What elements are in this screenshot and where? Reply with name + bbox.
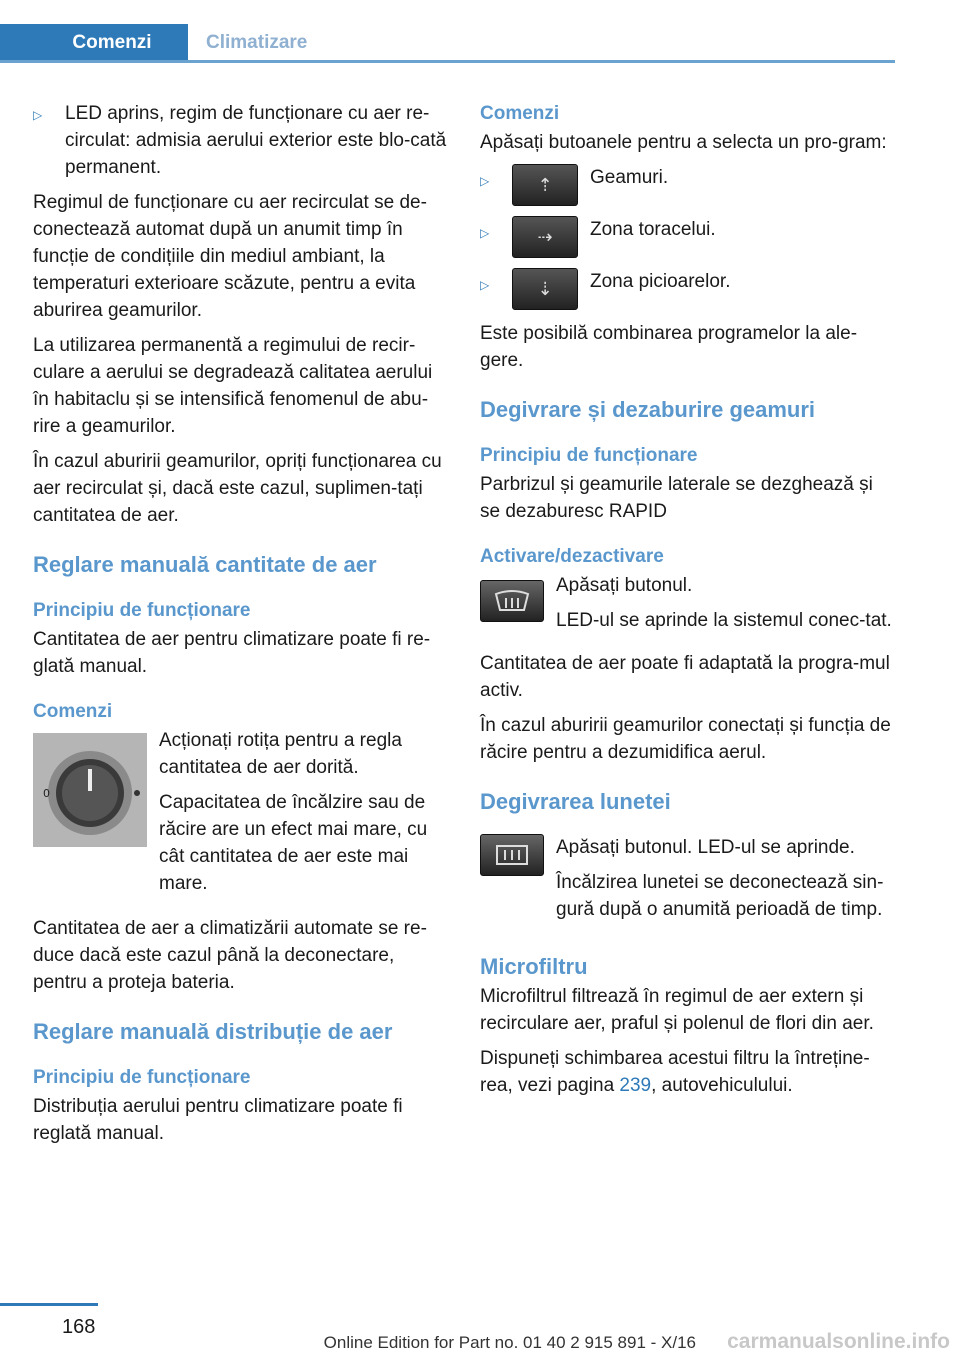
paragraph: Apăsați butoanele pentru a selecta un pro-gram: bbox=[480, 132, 887, 153]
subsection-heading: Activare/dezactivare bbox=[480, 546, 664, 567]
paragraph: Distribuția aerului pentru climatizare poate fi reglată manual. bbox=[33, 1096, 403, 1144]
footwell-program-button-icon: ⇣ bbox=[512, 268, 578, 310]
defrost-icon bbox=[492, 588, 532, 614]
subsection-heading: Principiu de funcționare bbox=[33, 1067, 251, 1088]
svg-text:0: 0 bbox=[43, 787, 50, 800]
program-label: Geamuri. bbox=[590, 167, 669, 188]
paragraph: Cantitatea de aer poate fi adaptată la progra-mul activ. bbox=[480, 653, 890, 701]
paragraph: În cazul aburirii geamurilor conectați și funcția de răcire pentru a dezumidifica aerul. bbox=[480, 715, 891, 763]
section-heading: Degivrarea lunetei bbox=[480, 789, 671, 814]
paragraph: Regimul de funcționare cu aer recirculat se de-conectează automat după un anumit timp în funcție de condițiile din mediul ambiant, la temperaturi exterioare scăzute, pentru a evita aburirea geamurilor. bbox=[33, 192, 427, 321]
paragraph: Cantitatea de aer pentru climatizare poate fi re-glată manual. bbox=[33, 629, 431, 677]
paragraph-text: Dispuneți schimbarea acestui filtru la întreține-rea, vezi pagina bbox=[480, 1048, 870, 1096]
triangle-bullet-icon: ▷ bbox=[33, 108, 43, 122]
left-column bbox=[33, 100, 451, 1155]
paragraph-text: , autovehiculului. bbox=[651, 1075, 793, 1096]
tab-climatizare[interactable]: Climatizare bbox=[206, 32, 308, 53]
rear-defrost-icon bbox=[492, 842, 532, 868]
windshield-defrost-button-icon bbox=[480, 580, 544, 622]
program-item bbox=[480, 268, 898, 310]
paragraph: LED-ul se aprinde la sistemul conec-tat. bbox=[556, 610, 892, 631]
air-quantity-knob-image bbox=[33, 733, 147, 847]
triangle-bullet-icon: ▷ bbox=[480, 278, 490, 292]
subsection-heading: Comenzi bbox=[480, 103, 560, 124]
section-heading: Reglare manuală cantitate de aer bbox=[33, 552, 377, 577]
paragraph: Capacitatea de încălzire sau de răcire are un efect mai mare, cu cât cantitatea de aer este mai mare. bbox=[159, 792, 428, 894]
program-label: Zona picioarelor. bbox=[590, 271, 731, 292]
paragraph: Microfiltrul filtrează în regimul de aer extern și recirculare aer, praful și polenul de flori din aer. bbox=[480, 986, 874, 1034]
paragraph: Acționați rotița pentru a regla cantitatea de aer dorită. bbox=[159, 730, 402, 778]
knob-block bbox=[33, 727, 451, 905]
chest-program-button-icon: ⇢ bbox=[512, 216, 578, 258]
subsection-heading: Principiu de funcționare bbox=[480, 445, 698, 466]
knob-text bbox=[159, 727, 451, 905]
paragraph: Apăsați butonul. bbox=[556, 575, 693, 596]
rear-defrost-block bbox=[480, 834, 898, 931]
paragraph: Încălzirea lunetei se deconectează sin-gură după o anumită perioadă de timp. bbox=[556, 872, 884, 920]
section-heading: Microfiltru bbox=[480, 954, 588, 979]
tab-comenzi[interactable]: Comenzi bbox=[0, 24, 188, 62]
rear-window-defrost-button-icon bbox=[480, 834, 544, 876]
page-link[interactable]: 239 bbox=[619, 1075, 652, 1096]
header-tabs bbox=[0, 24, 325, 62]
paragraph: Este posibilă combinarea programelor la ale-gere. bbox=[480, 323, 858, 371]
paragraph: Parbrizul și geamurile laterale se dezghează și se dezaburesc RAPID bbox=[480, 474, 873, 522]
subsection-heading: Comenzi bbox=[33, 701, 113, 722]
page-number: 168 bbox=[62, 1316, 96, 1338]
paragraph: La utilizarea permanentă a regimului de recir-culare a aerului se degradează calitatea aerului în habitaclu și se intensifică fenomenul de abu-rire a geamurilor. bbox=[33, 335, 433, 437]
subsection-heading: Principiu de funcționare bbox=[33, 600, 251, 621]
windows-program-button-icon: ⇡ bbox=[512, 164, 578, 206]
program-label: Zona toracelui. bbox=[590, 219, 716, 240]
section-heading: Reglare manuală distribuție de aer bbox=[33, 1019, 393, 1044]
header-rule bbox=[0, 60, 895, 63]
list-item bbox=[33, 100, 451, 181]
program-item bbox=[480, 216, 898, 258]
section-heading: Degivrare și dezaburire geamuri bbox=[480, 397, 816, 422]
paragraph bbox=[480, 1045, 898, 1099]
watermark: carmanualsonline.info bbox=[727, 1330, 950, 1353]
right-column bbox=[480, 100, 898, 1107]
defrost-block bbox=[480, 572, 898, 642]
paragraph: Cantitatea de aer a climatizării automate se re-duce dacă este cazul până la deconectare, pentru a proteja bateria. bbox=[33, 918, 427, 993]
program-item bbox=[480, 164, 898, 206]
edition-label: Online Edition for Part no. 01 40 2 915 891 - X/16 bbox=[323, 1333, 696, 1352]
paragraph: Apăsați butonul. LED-ul se aprinde. bbox=[556, 837, 855, 858]
knob-icon bbox=[33, 733, 147, 847]
triangle-bullet-icon: ▷ bbox=[480, 174, 490, 188]
bullet-text: LED aprins, regim de funcționare cu aer re-circulat: admisia aerului exterior este blo-cată permanent. bbox=[65, 103, 447, 178]
triangle-bullet-icon: ▷ bbox=[480, 226, 490, 240]
paragraph: În cazul aburirii geamurilor, opriți funcționarea cu aer recirculat și, dacă este cazul, suplimen-tați cantitatea de aer. bbox=[33, 451, 442, 526]
footer-rule bbox=[0, 1303, 98, 1306]
